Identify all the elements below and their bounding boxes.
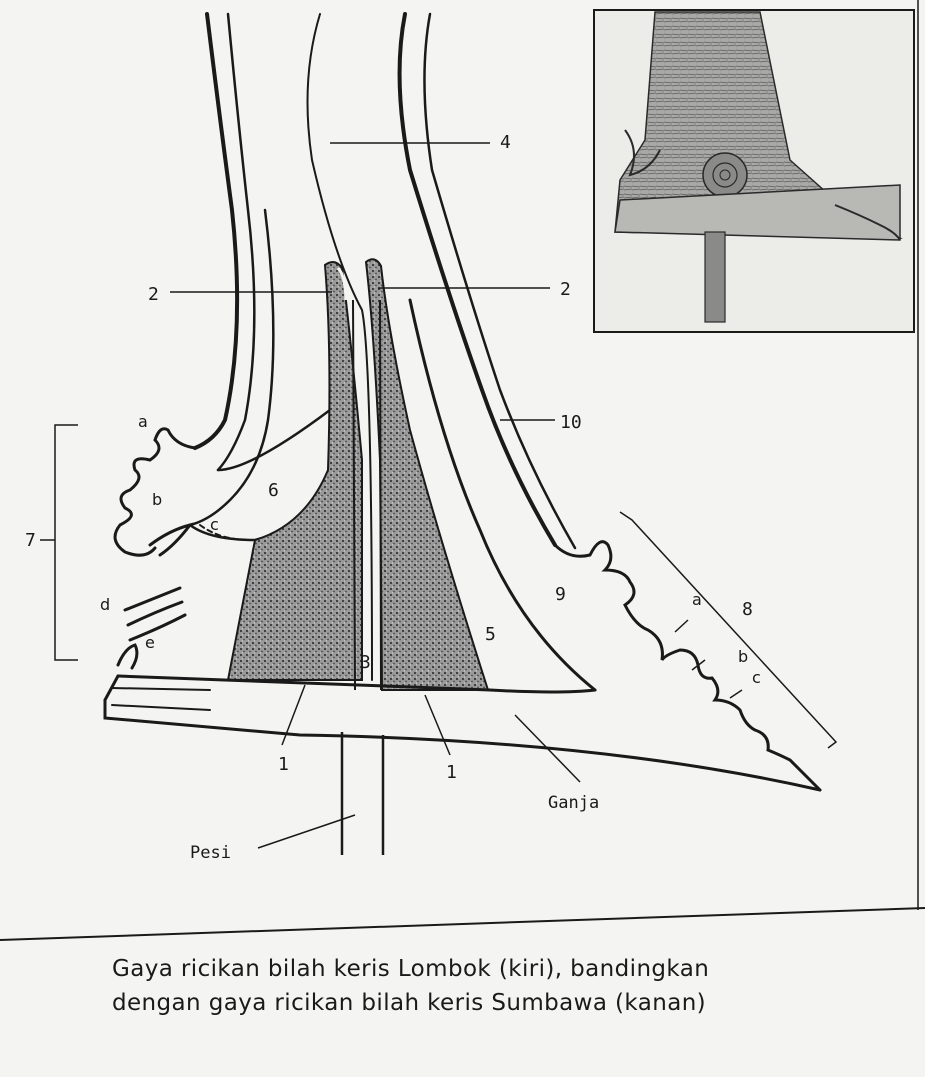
label-3: 3 xyxy=(360,652,371,673)
label-10: 10 xyxy=(560,412,582,433)
label-left-e: e xyxy=(145,633,155,652)
inset-photo-sumbawa xyxy=(594,10,914,332)
label-left-d: d xyxy=(100,595,111,614)
label-pesi: Pesi xyxy=(190,843,231,863)
caption-line-1: Gaya ricikan bilah keris Lombok (kiri), bandingkan xyxy=(112,956,710,982)
label-left-b: b xyxy=(152,490,163,509)
caption-line-2: dengan gaya ricikan bilah keris Sumbawa (kanan) xyxy=(112,990,707,1016)
left-greneng-ornament xyxy=(115,429,250,668)
label-right-b: b xyxy=(738,647,749,666)
label-4: 4 xyxy=(500,132,511,153)
label-1-left: 1 xyxy=(278,754,289,775)
label-left-a: a xyxy=(138,412,148,431)
label-9: 9 xyxy=(555,584,566,605)
label-2-right: 2 xyxy=(560,279,571,300)
label-2-left: 2 xyxy=(148,284,159,305)
label-7: 7 xyxy=(25,530,36,551)
label-6: 6 xyxy=(268,480,279,501)
caption-separator xyxy=(0,908,925,940)
label-1-right: 1 xyxy=(446,762,457,783)
label-right-a: a xyxy=(692,590,702,609)
pesi-tang xyxy=(342,732,383,855)
label-ganja: Ganja xyxy=(548,793,600,813)
stippled-regions xyxy=(228,259,488,690)
label-left-c: c xyxy=(210,515,219,534)
label-8: 8 xyxy=(742,599,753,620)
label-right-c: c xyxy=(752,668,761,687)
figure-caption xyxy=(112,952,872,1020)
ganja-guard xyxy=(105,676,820,790)
label-5: 5 xyxy=(485,624,496,645)
